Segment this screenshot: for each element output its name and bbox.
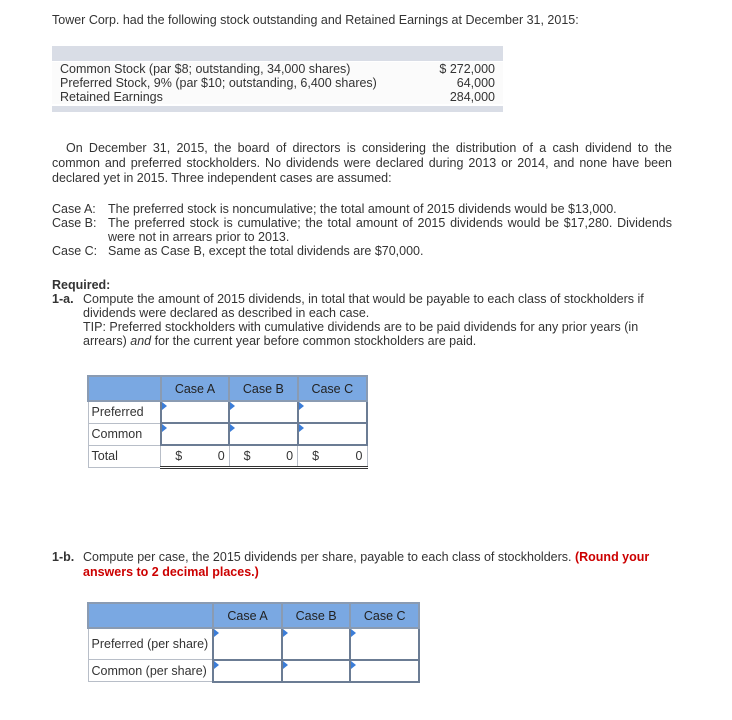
answer-input[interactable] (162, 423, 232, 445)
case-tag: Case A: (52, 202, 96, 216)
tip-text (83, 320, 672, 348)
common-per-share-case-c-input[interactable] (350, 660, 419, 682)
total-case-a (161, 445, 229, 468)
common-case-c-input[interactable] (298, 423, 367, 445)
total-value: 0 (217, 449, 225, 463)
case-text: The preferred stock is noncumulative; the total amount of 2015 dividends would be $13,000. (108, 202, 617, 216)
common-per-share-case-a-input[interactable] (213, 660, 282, 682)
common-per-share-case-b-input[interactable] (282, 660, 351, 682)
row-label: Total (88, 445, 161, 468)
question-text: Compute the amount of 2015 dividends, in total that would be payable to each class of stockholders if dividends were declared as described in each case. (83, 292, 644, 320)
header-blank (88, 376, 161, 401)
question-1b (52, 550, 677, 580)
required-heading: Required: (52, 278, 111, 292)
balance-label: Retained Earnings (60, 90, 163, 104)
balance-value: 64,000 (456, 76, 495, 90)
total-case-c (298, 445, 367, 468)
case-text: Same as Case B, except the total dividends are $70,000. (108, 244, 424, 258)
balance-value: $ 272,000 (439, 62, 495, 76)
table-row (88, 628, 419, 660)
balance-value: 284,000 (449, 90, 495, 104)
column-header: Case B (229, 376, 297, 401)
header-blank (88, 603, 213, 628)
answer-input[interactable] (162, 401, 232, 423)
currency-symbol: $ (312, 449, 320, 463)
answer-input[interactable] (351, 660, 422, 682)
total-case-b (229, 445, 297, 468)
case-item (52, 216, 672, 244)
total-value: 0 (355, 449, 363, 463)
preferred-per-share-case-c-input[interactable] (350, 628, 419, 660)
column-header: Case A (213, 603, 282, 628)
table-band-bottom (52, 106, 503, 112)
balance-label: Preferred Stock, 9% (par $10; outstanding, 6,400 shares) (60, 76, 377, 90)
tip-and: and (130, 334, 152, 348)
common-case-a-input[interactable] (161, 423, 229, 445)
case-tag: Case B: (52, 216, 97, 230)
preferred-case-b-input[interactable] (229, 401, 297, 423)
currency-symbol: $ (175, 449, 183, 463)
answer-input[interactable] (283, 628, 354, 660)
answer-input[interactable] (214, 660, 285, 682)
balance-row (52, 76, 503, 90)
table-row (88, 401, 367, 423)
preferred-per-share-case-b-input[interactable] (282, 628, 351, 660)
case-text: The preferred stock is cumulative; the total amount of 2015 dividends would be $17,280. Dividends were not in arrears prior to 2013. (108, 216, 672, 244)
question-number: 1-b. (52, 550, 75, 564)
column-header: Case B (282, 603, 351, 628)
row-label: Common (88, 423, 161, 445)
table-row (88, 445, 367, 468)
answer-input[interactable] (299, 423, 370, 445)
column-header: Case C (350, 603, 419, 628)
row-label: Common (per share) (88, 660, 213, 682)
preferred-case-a-input[interactable] (161, 401, 229, 423)
intro-text: Tower Corp. had the following stock outstanding and Retained Earnings at December 31, 2015: (52, 13, 579, 27)
question-1a (52, 292, 672, 348)
cases-list (52, 202, 672, 258)
balance-row (52, 62, 503, 76)
total-value: 0 (286, 449, 294, 463)
answer-input[interactable] (230, 401, 300, 423)
common-case-b-input[interactable] (229, 423, 297, 445)
row-label: Preferred (per share) (88, 628, 213, 660)
balances-table (52, 62, 503, 104)
preferred-per-share-case-a-input[interactable] (213, 628, 282, 660)
question-text: Compute per case, the 2015 dividends per share, payable to each class of stockholders. (83, 550, 572, 564)
dividends-total-table (87, 375, 368, 469)
answer-input[interactable] (351, 628, 422, 660)
column-header: Case C (298, 376, 367, 401)
balance-row (52, 90, 503, 104)
answer-input[interactable] (283, 660, 354, 682)
dividends-per-share-table (87, 602, 420, 683)
case-item (52, 202, 672, 216)
tip-label: TIP: (83, 320, 106, 334)
answer-input[interactable] (299, 401, 370, 423)
preferred-case-c-input[interactable] (298, 401, 367, 423)
column-header: Case A (161, 376, 229, 401)
tip-body: Preferred stockholders with cumulative dividends are to be paid dividends for any prior years (in arrears) (83, 320, 639, 348)
answer-input[interactable] (230, 423, 300, 445)
scenario-paragraph: On December 31, 2015, the board of directors is considering the distribution of a cash dividend to the common and preferred stockholders. No dividends were declared during 2013 or 2014, and none have been declared yet in 2015. Three independent cases are assumed: (52, 141, 672, 185)
table-row (88, 423, 367, 445)
table-band-top (52, 46, 503, 61)
table-row (88, 660, 419, 682)
balance-label: Common Stock (par $8; outstanding, 34,000 shares) (60, 62, 351, 76)
rounding-note: (Round your answers to 2 decimal places.) (83, 550, 650, 579)
currency-symbol: $ (243, 449, 251, 463)
row-label: Preferred (88, 401, 161, 423)
tip-rest: for the current year before common stockholders are paid. (154, 334, 477, 348)
answer-input[interactable] (214, 628, 285, 660)
question-number: 1-a. (52, 292, 74, 306)
case-item (52, 244, 672, 258)
case-tag: Case C: (52, 244, 98, 258)
